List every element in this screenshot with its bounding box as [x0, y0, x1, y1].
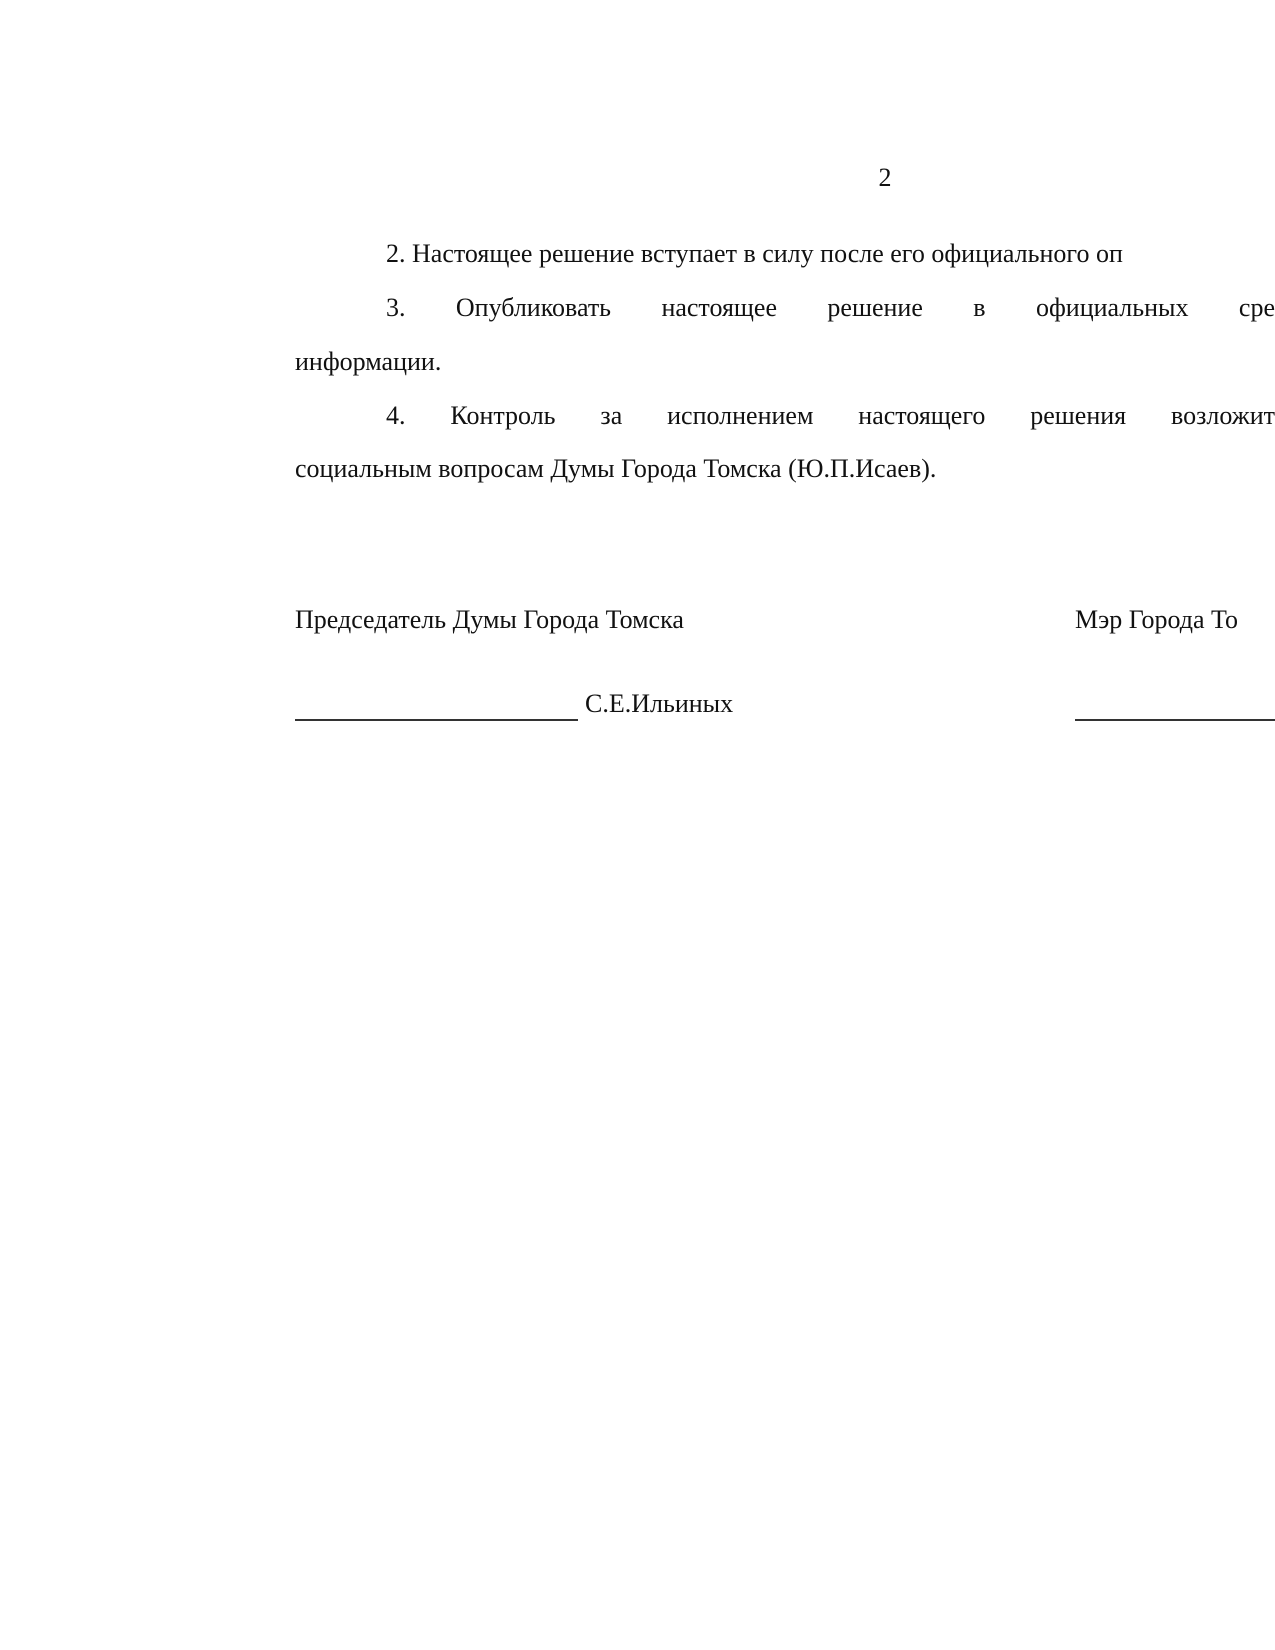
- paragraph-3-line-2: информации.: [295, 347, 442, 376]
- paragraph-3-word: 3.: [386, 293, 406, 322]
- paragraph-4-word: Контроль: [450, 401, 556, 430]
- chairman-name: С.Е.Ильиных: [585, 689, 734, 718]
- paragraph-3-word: сре: [1238, 293, 1275, 322]
- paragraph-4-word: исполнением: [667, 401, 814, 430]
- paragraph-3-line-1: [386, 292, 1275, 324]
- chairman-title: Председатель Думы Города Томска: [295, 605, 684, 634]
- paragraph-3-word: настоящее: [661, 293, 778, 322]
- paragraph-4-word: возложит: [1171, 401, 1275, 430]
- paragraph-3-word: решение: [827, 293, 923, 322]
- mayor-title: Мэр Города То: [1075, 605, 1238, 634]
- paragraph-4-word: 4.: [386, 401, 406, 430]
- paragraph-4-word: за: [600, 401, 623, 430]
- paragraph-3-word: официальных: [1035, 293, 1189, 322]
- paragraph-3-word: Опубликовать: [455, 293, 612, 322]
- mayor-signature-line: [1075, 719, 1275, 721]
- chairman-signature-line: [295, 719, 578, 721]
- page-number: 2: [878, 163, 892, 192]
- paragraph-4-word: настоящего: [858, 401, 986, 430]
- paragraph-4-line-2: социальным вопросам Думы Города Томска (Ю.П.Исаев).: [295, 454, 937, 483]
- paragraph-4-word: решения: [1030, 401, 1127, 430]
- paragraph-4-line-1: [386, 400, 1275, 432]
- paragraph-3-word: в: [973, 293, 986, 322]
- paragraph-2-line-1: 2. Настоящее решение вступает в силу после его официального оп: [386, 239, 1123, 268]
